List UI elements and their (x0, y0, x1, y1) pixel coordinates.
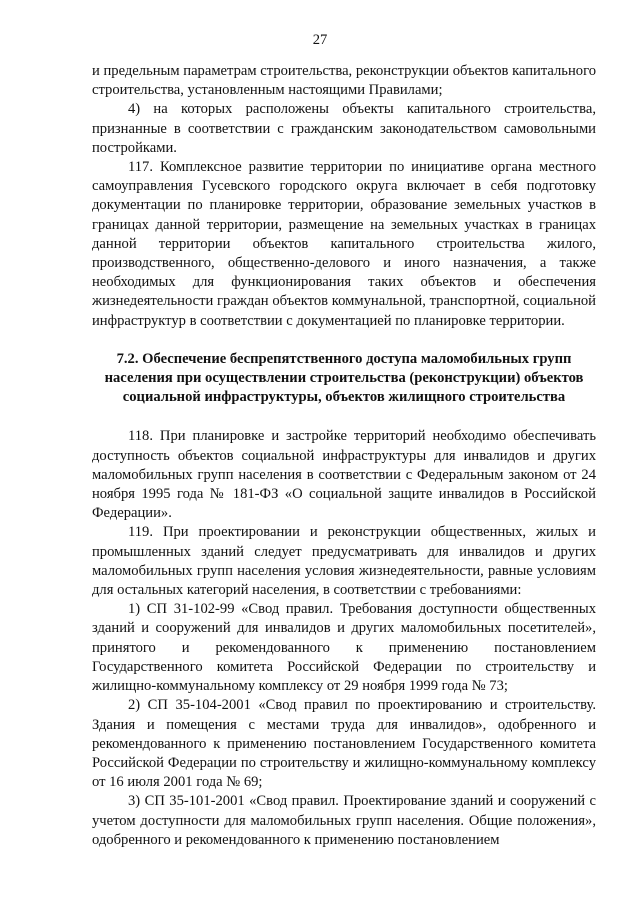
paragraph-118: 118. При планировке и застройке территорий необходимо обеспечивать доступность объектов социальной инфраструктуры для инвалидов и других маломобильных групп населения в соответствии с Федеральным законом от 24 ноября 1995 года № 181-ФЗ «О социальной защите инвалидов в Российской Федерации». (92, 428, 596, 522)
page-number: 27 (312, 32, 328, 48)
list-item-1: 1) СП 31-102-99 «Свод правил. Требования доступности общественных зданий и сооружений для инвалидов и других маломобильных посетителей», принятого и рекомендованного к применению постановлением Государственного комитета Российской Федерации по строительству и жилищно-коммунальному комплексу от 29 ноября 1999 года № 73; (92, 601, 596, 695)
paragraph-117: 117. Комплексное развитие территории по инициативе органа местного самоуправления Гусевского городского округа включает в себя подготовку документации по планировке территории, образование земельных участков в границах данной территории, размещение на земельных участках в границах данной территории объектов капитального строительства жилого, производственного, общественно-делового и иного назначения, а также необходимых для функционирования таких объектов и обеспечения жизнедеятельности граждан объектов коммунальной, транспортной, социальной инфраструктур в соответствии с документацией по планировке территории. (92, 159, 596, 329)
document-body (92, 62, 596, 850)
list-item-3: 3) СП 35-101-2001 «Свод правил. Проектирование зданий и сооружений с учетом доступности для маломобильных групп населения. Общие положения», одобренного и рекомендованного к применению постановлением (92, 793, 596, 848)
paragraph-continuation: и предельным параметрам строительства, реконструкции объектов капитального строительства, установленным настоящими Правилами; (92, 63, 596, 99)
section-heading-7-2: 7.2. Обеспечение беспрепятственного доступа маломобильных групп населения при осуществлении строительства (реконструкции) объектов социальной инфраструктуры, объектов жилищного строительства (104, 350, 584, 406)
list-item-2: 2) СП 35-104-2001 «Свод правил по проектированию и строительству. Здания и помещения с местами труда для инвалидов», одобренного и рекомендованного к применению постановлением Государственного комитета Российской Федерации по строительству и жилищно-коммунальному комплексу от 16 июля 2001 года № 69; (92, 697, 596, 791)
paragraph-item-4: 4) на которых расположены объекты капитального строительства, признанные в соответствии с гражданским законодательством самовольными постройками. (92, 101, 596, 156)
paragraph-119: 119. При проектировании и реконструкции общественных, жилых и промышленных зданий следует предусматривать для инвалидов и других маломобильных групп населения условия жизнедеятельности, равные условиям для остальных категорий населения, в соответствии с требованиями: (92, 524, 596, 599)
